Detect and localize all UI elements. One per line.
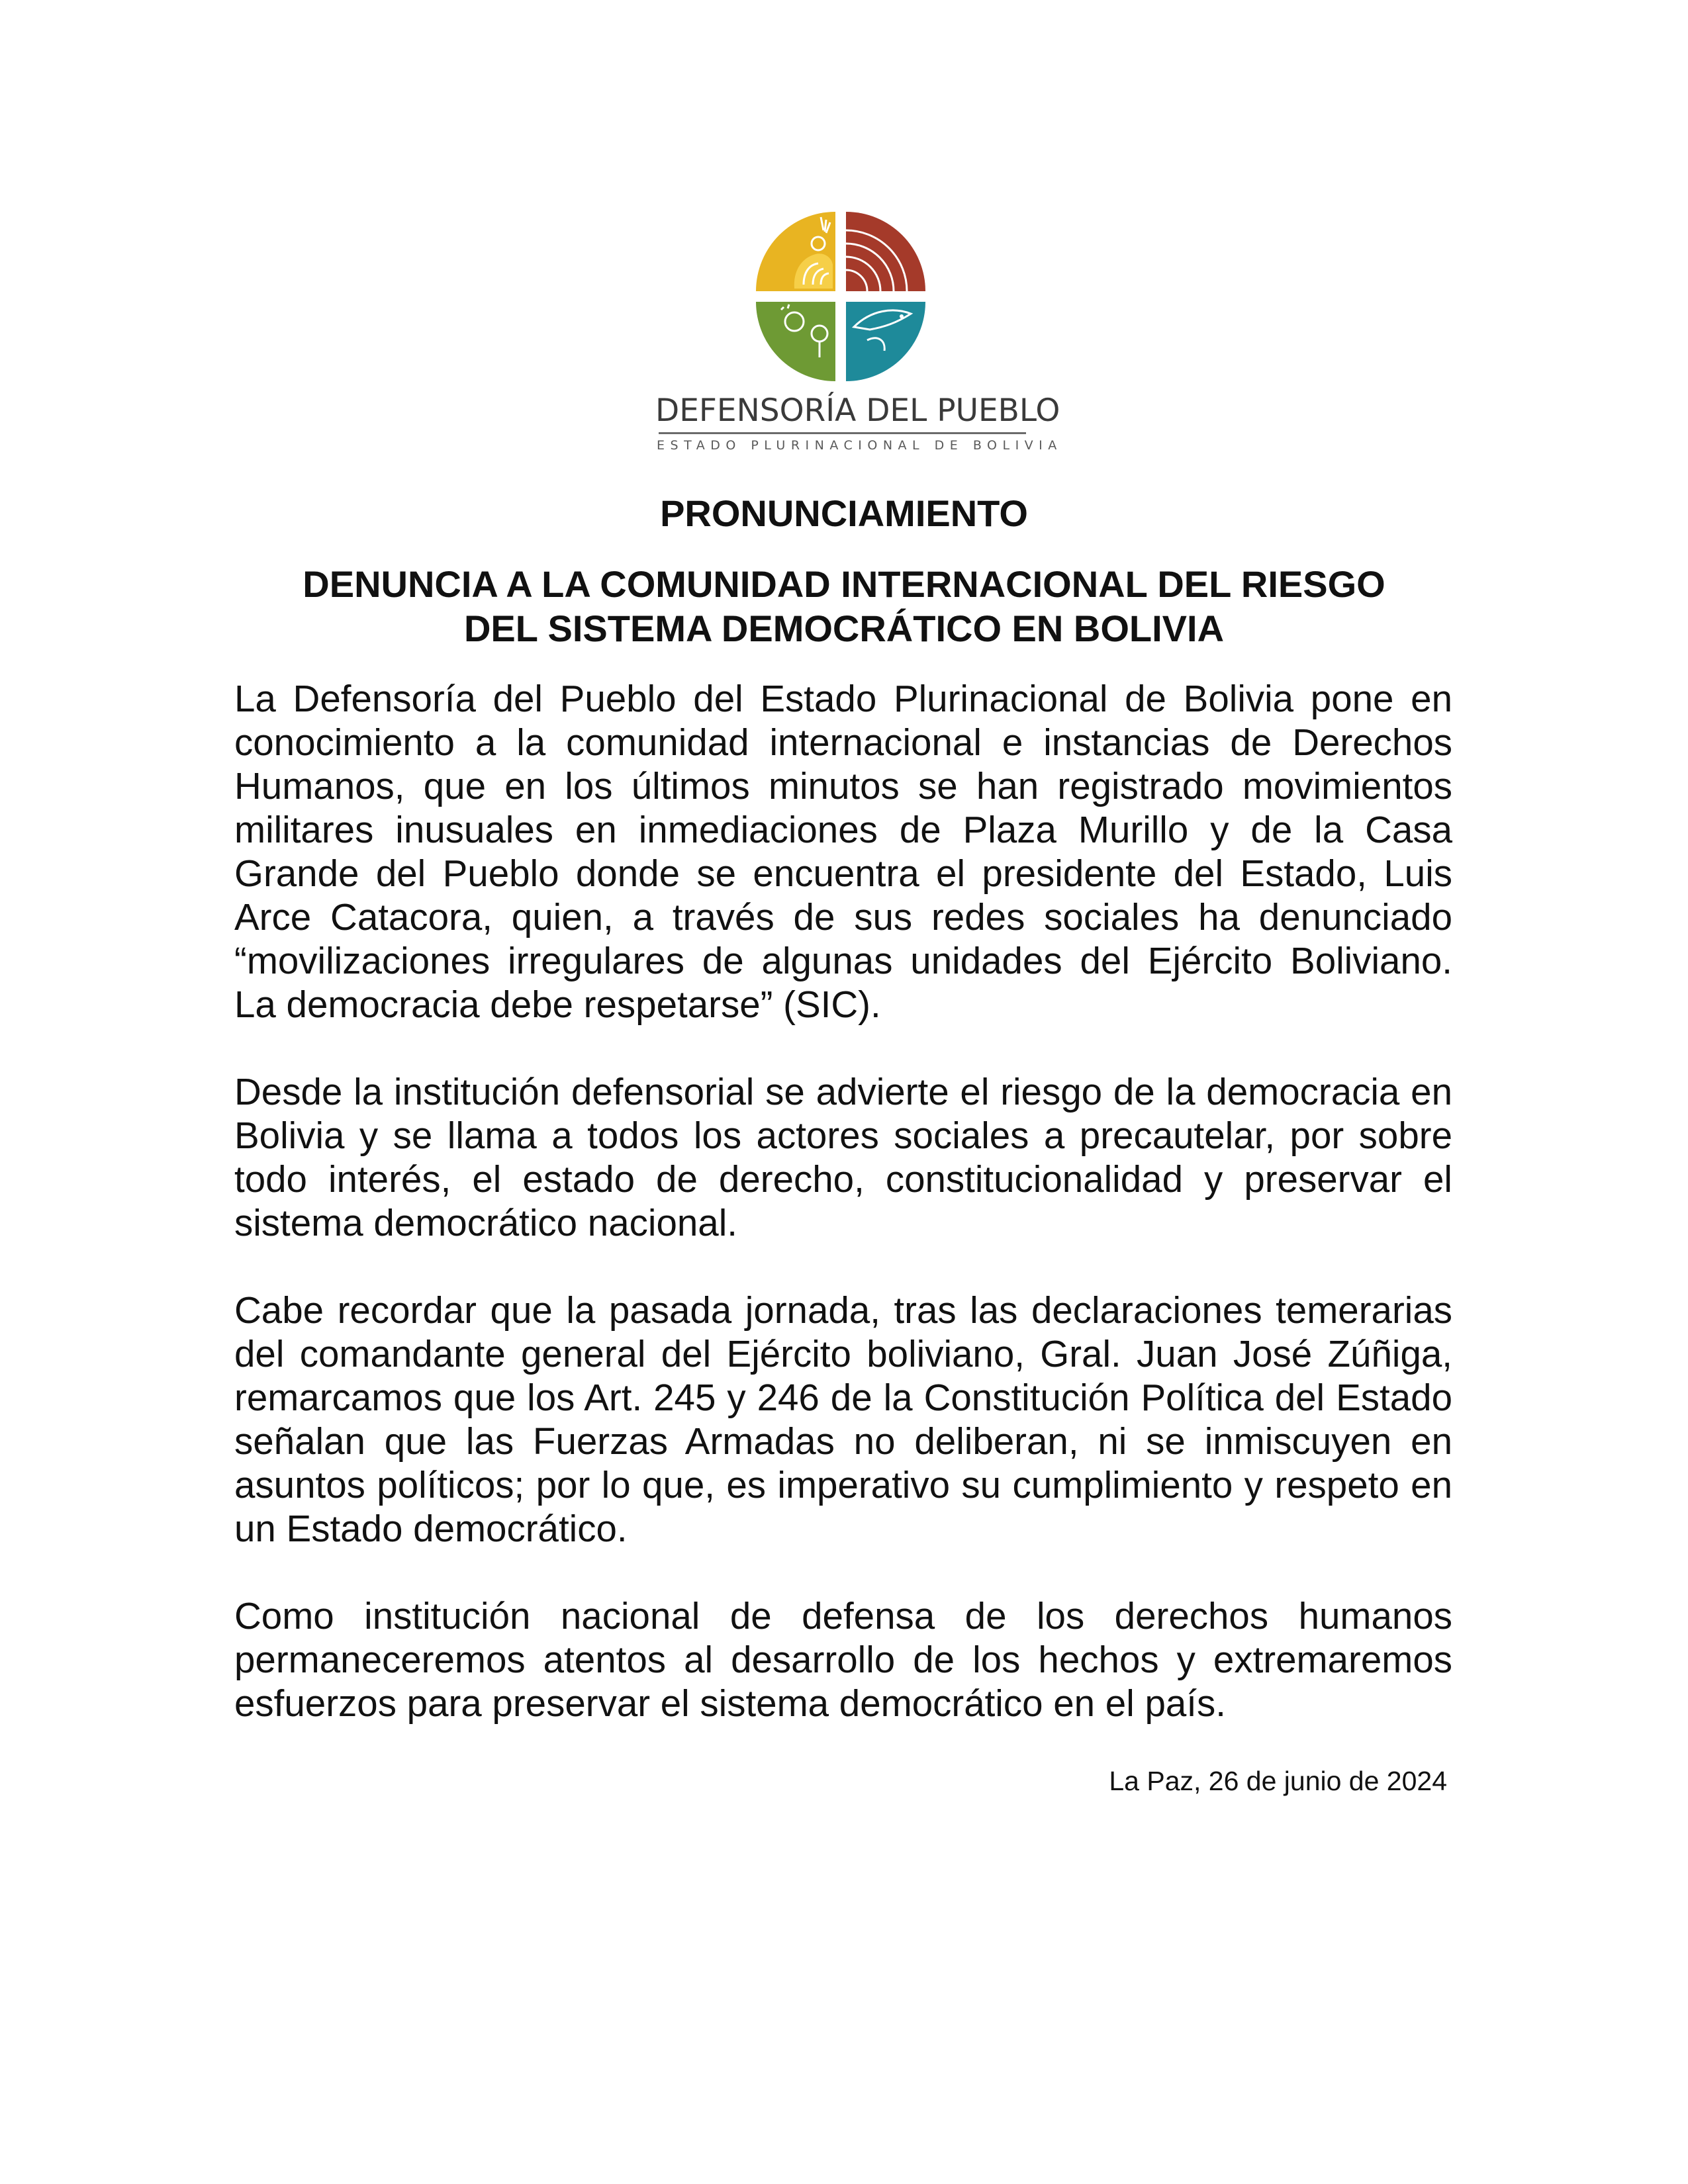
organization-name: DEFENSORÍA DEL PUEBLO [655,392,1060,429]
paragraph-2: Desde la institución defensorial se advierte el riesgo de la democracia en Bolivia y se llama a todos los actores sociales a precautelar, por sobre todo interés, el estado de derecho, constitucionalidad y preservar el sistema democrático nacional. [234,1071,1452,1244]
place-and-date: La Paz, 26 de junio de 2024 [1109,1766,1447,1796]
paragraph-4: Como institución nacional de defensa de los derechos humanos permaneceremos atentos al desarrollo de los hechos y extremaremos esfuerzos para preservar el sistema democrático en el país. [234,1595,1452,1724]
paragraph-1: La Defensoría del Pueblo del Estado Plurinacional de Bolivia pone en conocimiento a la comunidad internacional e instancias de Derechos Humanos, que en los últimos minutos se han registrado movimientos militares inusuales en inmediaciones de Plaza Murillo y de la Casa Grande del Pueblo donde se encuentra el presidente del Estado, Luis Arce Catacora, quien, a través de sus redes sociales ha denunciado “movilizaciones irregulares de algunas unidades del Ejército Boliviano. La democracia debe respetarse” (SIC). [234,678,1452,1025]
logo-emblem-icon [755,210,927,383]
document-subtitle-line-2: DEL SISTEMA DEMOCRÁTICO EN BOLIVIA [463,608,1225,649]
defensoria-logo [755,210,927,383]
organization-subtitle: ESTADO PLURINACIONAL DE BOLIVIA [657,438,1062,453]
document-title: PRONUNCIAMIENTO [660,492,1028,534]
document-subtitle-line-1: DENUNCIA A LA COMUNIDAD INTERNACIONAL DEL RIESGO [303,563,1385,605]
paragraph-3: Cabe recordar que la pasada jornada, tras las declaraciones temerarias del comandante general del Ejército boliviano, Gral. Juan José Zúñiga, remarcamos que los Art. 245 y 246 de la Constitución Política del Estado señalan que las Fuerzas Armadas no deliberan, ni se inmiscuyen en asuntos políticos; por lo que, es imperativo su cumplimiento y respeto en un Estado democrático. [234,1289,1452,1549]
organization-divider [659,432,1026,434]
